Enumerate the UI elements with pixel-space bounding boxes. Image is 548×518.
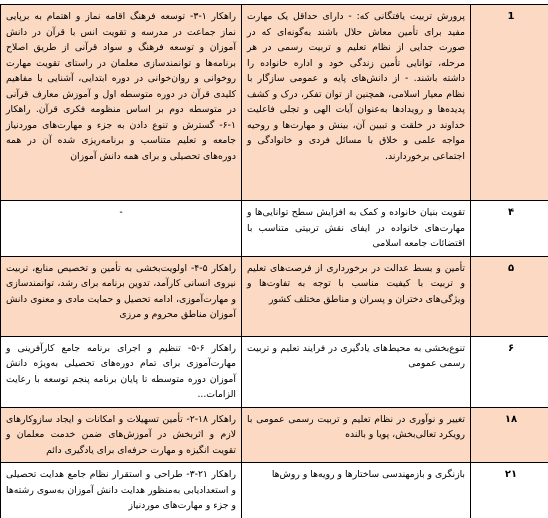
strategy-cell: راهکار ۱-۳- توسعه فرهنگ اقامه نماز و اهتمام به برپایی نماز جماعت در مدرسه و تقویت انس با قرآن در دانش آموزان و توسعه فرهنگ و سواد قرآنی از طریق اصلاح برنامه‌ها و توانمندسازی معلمان در راستای تقویت مهارت روخوانی و روان‌خوانی در دوره ابتدایی، آشنایی با مفاهیم کلیدی قرآن در دوره متوسطه اول و آموزش معارف قرآنی در متوسطه دوم بر اساس منظومه فکری قرآن. راهکار ۱-۶- گسترش و تنوع دادن به جزء و مهارت‌های موردنیاز جامعه و تعلیم متناسب و برنامه‌ریزی شده آن در همه دوره‌های تحصیلی و برای همه دانش آموزان xyxy=(1,5,242,201)
table-row xyxy=(1,5,548,201)
strategy-cell: راهکار ۵-۴- اولویت‌بخشی به تأمین و تخصیص منابع، تربیت نیروی انسانی کارآمد، تدوین برنامه برای رشد، توانمندسازی و مهارت‌آموزی، ادامه تحصیل و حمایت مادی و معنوی دانش آموزان مناطق محروم و مرزی xyxy=(1,256,242,336)
row-number: ۱۸ xyxy=(504,413,518,425)
row-number: 1 xyxy=(507,11,515,22)
strategy-cell: - xyxy=(1,201,242,257)
table-row xyxy=(1,407,548,463)
table-row xyxy=(1,201,548,257)
row-number: ۴ xyxy=(507,207,515,218)
goal-cell: تأمین و بسط عدالت در برخورداری از فرصت‌های تعلیم و تربیت با کیفیت مناسب با توجه به تفاوت‌ها و ویژگی‌های دختران و پسران و مناطق مختلف کشور xyxy=(242,256,471,336)
goal-cell: بازنگری و بازمهندسی ساختارها و رویه‌ها و روش‌ها xyxy=(242,463,471,518)
row-number-cell xyxy=(471,336,548,407)
strategy-cell: راهکار ۶-۵- تنظیم و اجرای برنامه جامع کارآفرینی و مهارت‌آموزی برای تمام دوره‌های تحصیلی به‌ویژه دانش آموزان دوره متوسطه تا پایان برنامه پنجم توسعه با رعایت الزامات... xyxy=(1,336,242,407)
table-row xyxy=(1,463,548,518)
row-number-cell xyxy=(471,256,548,336)
table-row xyxy=(1,256,548,336)
row-number-cell xyxy=(471,5,548,201)
goal-cell: تغییر و نوآوری در نظام تعلیم و تربیت رسمی عمومی با رویکرد تعالی‌بخش، پویا و بالنده xyxy=(242,407,471,463)
row-number: ۶ xyxy=(507,342,515,354)
strategy-table xyxy=(0,4,548,518)
row-number: ۵ xyxy=(507,262,515,274)
row-number-cell xyxy=(471,201,548,257)
goal-cell: تقویت بنیان خانواده و کمک به افزایش سطح توانایی‌ها و مهارت‌های خانواده در ایفای نقش تربیتی متناسب با اقتضائات جامعه اسلامی xyxy=(242,201,471,257)
row-number-cell xyxy=(471,407,548,463)
goal-cell: تنوع‌بخشی به محیط‌های یادگیری در فرایند تعلیم و تربیت رسمی عمومی xyxy=(242,336,471,407)
row-number: ۲۱ xyxy=(504,469,518,480)
row-number-cell xyxy=(471,463,548,518)
strategy-cell: راهکار ۲۱-۳- طراحی و استقرار نظام جامع هدایت تحصیلی و استعدادیابی به‌منظور هدایت دانش آموزان به‌سوی رشته‌ها و جزء و مهارت‌های موردنیاز xyxy=(1,463,242,518)
goal-cell: پرورش تربیت یافتگانی که: - دارای حداقل یک مهارت مفید برای تأمین معاش حلال باشند به‌گونه‌ای که در صورت جدایی از نظام تعلیم و تربیت رسمی در هر مرحله، توانایی تأمین زندگی خود و اداره خانواده را داشته باشند. - از دانش‌های پایه و عمومی سازگار با نظام معیار اسلامی، همچنین از توان تفکر، درک و کشف پدیده‌ها و رویدادها به‌عنوان آیات الهی و تجلی فاعلیت خداوند در خلقت و تبیین آن، بینش و مهارت‌ها و روحیه مواجه علمی و خلاق با مسائل فردی و خانوادگی و اجتماعی برخوردارند. xyxy=(242,5,471,201)
table-row xyxy=(1,336,548,407)
strategy-cell: راهکار ۱۸-۲- تأمین تسهیلات و امکانات و ایجاد سازوکارهای لازم و اثربخش در آموزش‌های ضمن خدمت معلمان و تقویت انگیزه و مهارت حرفه‌ای برای یادگیری دائم xyxy=(1,407,242,463)
